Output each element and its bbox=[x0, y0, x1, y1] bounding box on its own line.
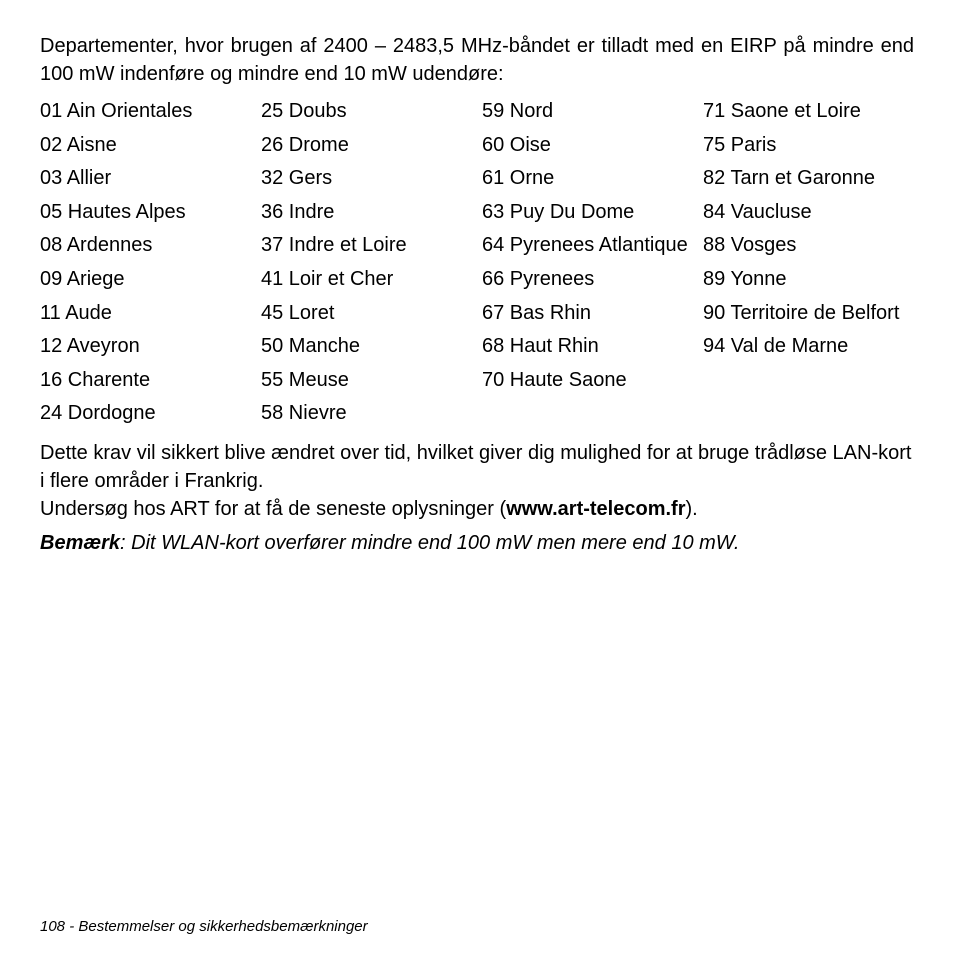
department-column-2 bbox=[261, 97, 482, 433]
department-item: 68 Haut Rhin bbox=[482, 335, 599, 358]
department-item: 11 Aude bbox=[40, 301, 112, 324]
department-item: 84 Vaucluse bbox=[703, 200, 812, 223]
page-footer: 108 - Bestemmelser og sikkerhedsbemærkninger bbox=[40, 918, 368, 935]
outro-section bbox=[40, 439, 914, 523]
department-item: 75 Paris bbox=[703, 133, 777, 156]
department-item: 01 Ain Orientales bbox=[40, 100, 193, 122]
art-reference-suffix: ). bbox=[685, 497, 698, 520]
department-item: 90 Territoire de Belfort bbox=[703, 301, 900, 324]
department-table bbox=[40, 97, 914, 433]
department-item: 08 Ardennes bbox=[40, 234, 153, 257]
department-column-4 bbox=[703, 97, 924, 433]
art-reference-paragraph bbox=[40, 495, 914, 523]
note-paragraph bbox=[40, 529, 914, 557]
department-item: 66 Pyrenees bbox=[482, 267, 595, 290]
department-item: 55 Meuse bbox=[261, 368, 349, 391]
department-item: 61 Orne bbox=[482, 167, 555, 190]
department-item: 59 Nord bbox=[482, 100, 554, 122]
intro-paragraph: Departementer, hvor brugen af 2400 – 2483,5 MHz-båndet er tilladt med en EIRP på mindre end 100 mW indenføre og mindre end 10 mW udendøre: bbox=[40, 35, 914, 85]
department-item: 16 Charente bbox=[40, 368, 151, 391]
department-item: 60 Oise bbox=[482, 133, 551, 156]
art-reference-prefix: Undersøg hos ART for at få de seneste oplysninger ( bbox=[40, 497, 507, 520]
department-item: 05 Hautes Alpes bbox=[40, 200, 186, 223]
department-item: 12 Aveyron bbox=[40, 335, 140, 358]
department-item: 89 Yonne bbox=[703, 267, 787, 290]
department-item: 58 Nievre bbox=[261, 402, 347, 425]
department-item: 03 Allier bbox=[40, 167, 112, 190]
department-item: 50 Manche bbox=[261, 335, 360, 358]
department-item: 94 Val de Marne bbox=[703, 335, 849, 358]
department-item: 70 Haute Saone bbox=[482, 368, 627, 391]
page-content bbox=[40, 32, 914, 557]
note-label: Bemærk bbox=[40, 531, 121, 554]
department-item: 88 Vosges bbox=[703, 234, 797, 257]
department-item: 36 Indre bbox=[261, 200, 335, 223]
department-item: 09 Ariege bbox=[40, 267, 125, 290]
department-item: 63 Puy Du Dome bbox=[482, 200, 635, 223]
department-item: 26 Drome bbox=[261, 133, 349, 156]
website-link[interactable]: www.art-telecom.fr bbox=[506, 497, 686, 520]
department-column-3 bbox=[482, 97, 703, 433]
department-item: 67 Bas Rhin bbox=[482, 301, 591, 324]
department-item: 37 Indre et Loire bbox=[261, 234, 407, 257]
department-item: 32 Gers bbox=[261, 167, 333, 190]
department-column-1 bbox=[40, 97, 261, 433]
department-item: 41 Loir et Cher bbox=[261, 267, 394, 290]
department-item: 45 Loret bbox=[261, 301, 335, 324]
outro-paragraph: Dette krav vil sikkert blive ændret over tid, hvilket giver dig mulighed for at bruge trådløse LAN-kort i flere områder i Frankrig. bbox=[40, 441, 912, 492]
department-item: 71 Saone et Loire bbox=[703, 100, 861, 122]
department-item: 64 Pyrenees Atlantique bbox=[482, 234, 688, 257]
note-text: : Dit WLAN-kort overfører mindre end 100 mW men mere end 10 mW. bbox=[120, 531, 740, 554]
department-item: 82 Tarn et Garonne bbox=[703, 167, 875, 190]
department-item: 25 Doubs bbox=[261, 100, 347, 122]
department-item: 24 Dordogne bbox=[40, 402, 156, 425]
department-item: 02 Aisne bbox=[40, 133, 117, 156]
